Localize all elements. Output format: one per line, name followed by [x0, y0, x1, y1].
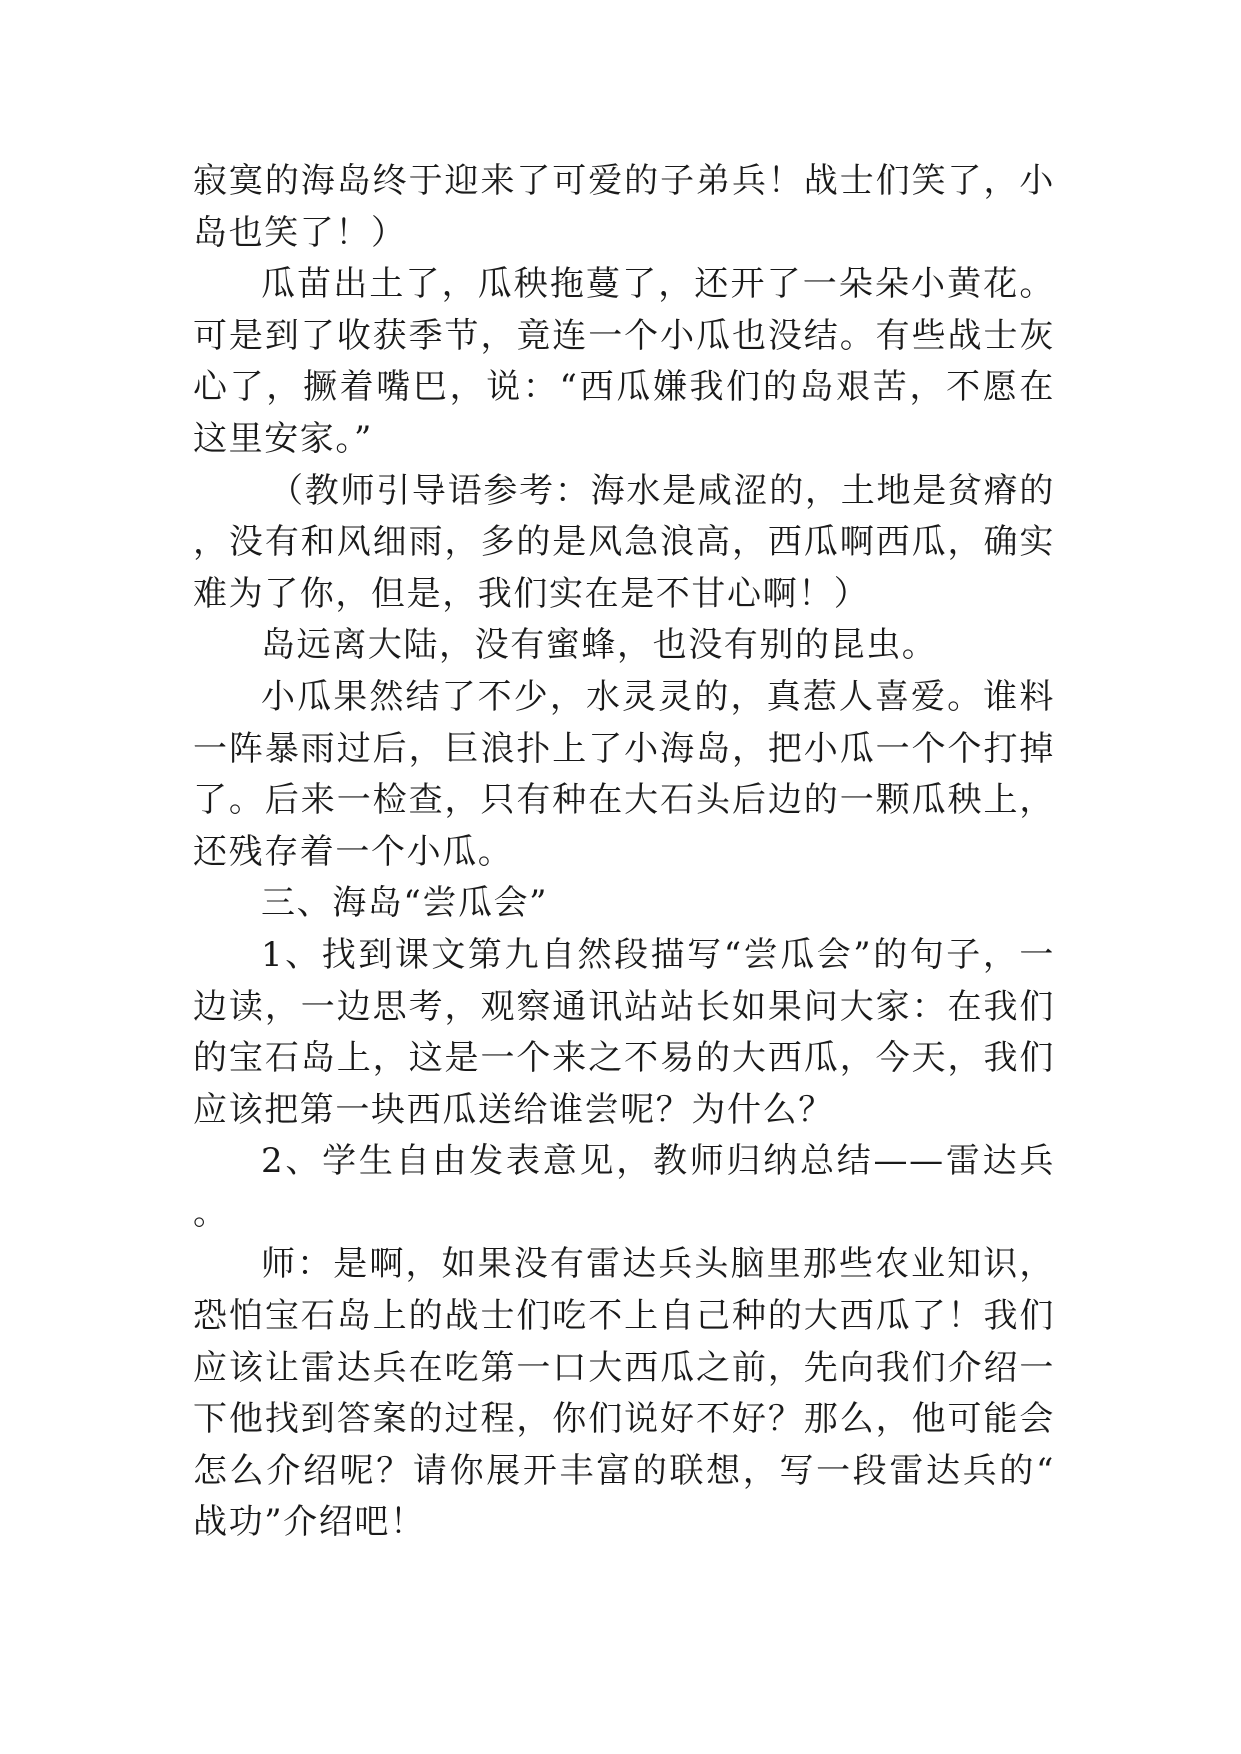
paragraph-melon-seedlings: 瓜苗出土了，瓜秧拖蔓了，还开了一朵朵小黄花。可是到了收获季节，竟连一个小瓜也没结。有些战士灰心了，撅着嘴巴，说：“西瓜嫌我们的岛艰苦，不愿在这里安家。”: [193, 264, 1055, 459]
paragraph-step-1: 1、找到课文第九自然段描写“尝瓜会”的句子，一边读，一边思考，观察通讯站站长如果问大家：在我们的宝石岛上，这是一个来之不易的大西瓜，今天，我们应该把第一块西瓜送给谁尝呢？为什么？: [193, 934, 1055, 1130]
paragraph-teacher-guide: （教师引导语参考：海水是咸涩的，土地是贫瘠的，没有和风细雨，多的是风急浪高，西瓜啊西瓜，确实难为了你，但是，我们实在是不甘心啊！）: [193, 470, 1055, 614]
paragraph-continuation: 寂寞的海岛终于迎来了可爱的子弟兵！战士们笑了，小岛也笑了！）: [193, 161, 1055, 253]
paragraph-teacher-remark: 师：是啊，如果没有雷达兵头脑里那些农业知识，恐怕宝石岛上的战士们吃不上自己种的大西瓜了！我们应该让雷达兵在吃第一口大西瓜之前，先向我们介绍一下他找到答案的过程，你们说好不好？那么，他可能会怎么介绍呢？请你展开丰富的联想，写一段雷达兵的“战功”介绍吧！: [193, 1244, 1055, 1543]
paragraph-no-bees: 岛远离大陆，没有蜜蜂，也没有别的昆虫。: [261, 625, 938, 666]
document-body: [193, 156, 1055, 1549]
section-heading-melon-tasting: 三、海岛“尝瓜会”: [261, 883, 549, 924]
paragraph-step-2: 2、学生自由发表意见，教师归纳总结——雷达兵。: [193, 1141, 1055, 1233]
paragraph-small-melons: 小瓜果然结了不少，水灵灵的，真惹人喜爱。谁料一阵暴雨过后，巨浪扑上了小海岛，把小瓜一个个打掉了。后来一检查，只有种在大石头后边的一颗瓜秧上，还残存着一个小瓜。: [193, 676, 1055, 872]
